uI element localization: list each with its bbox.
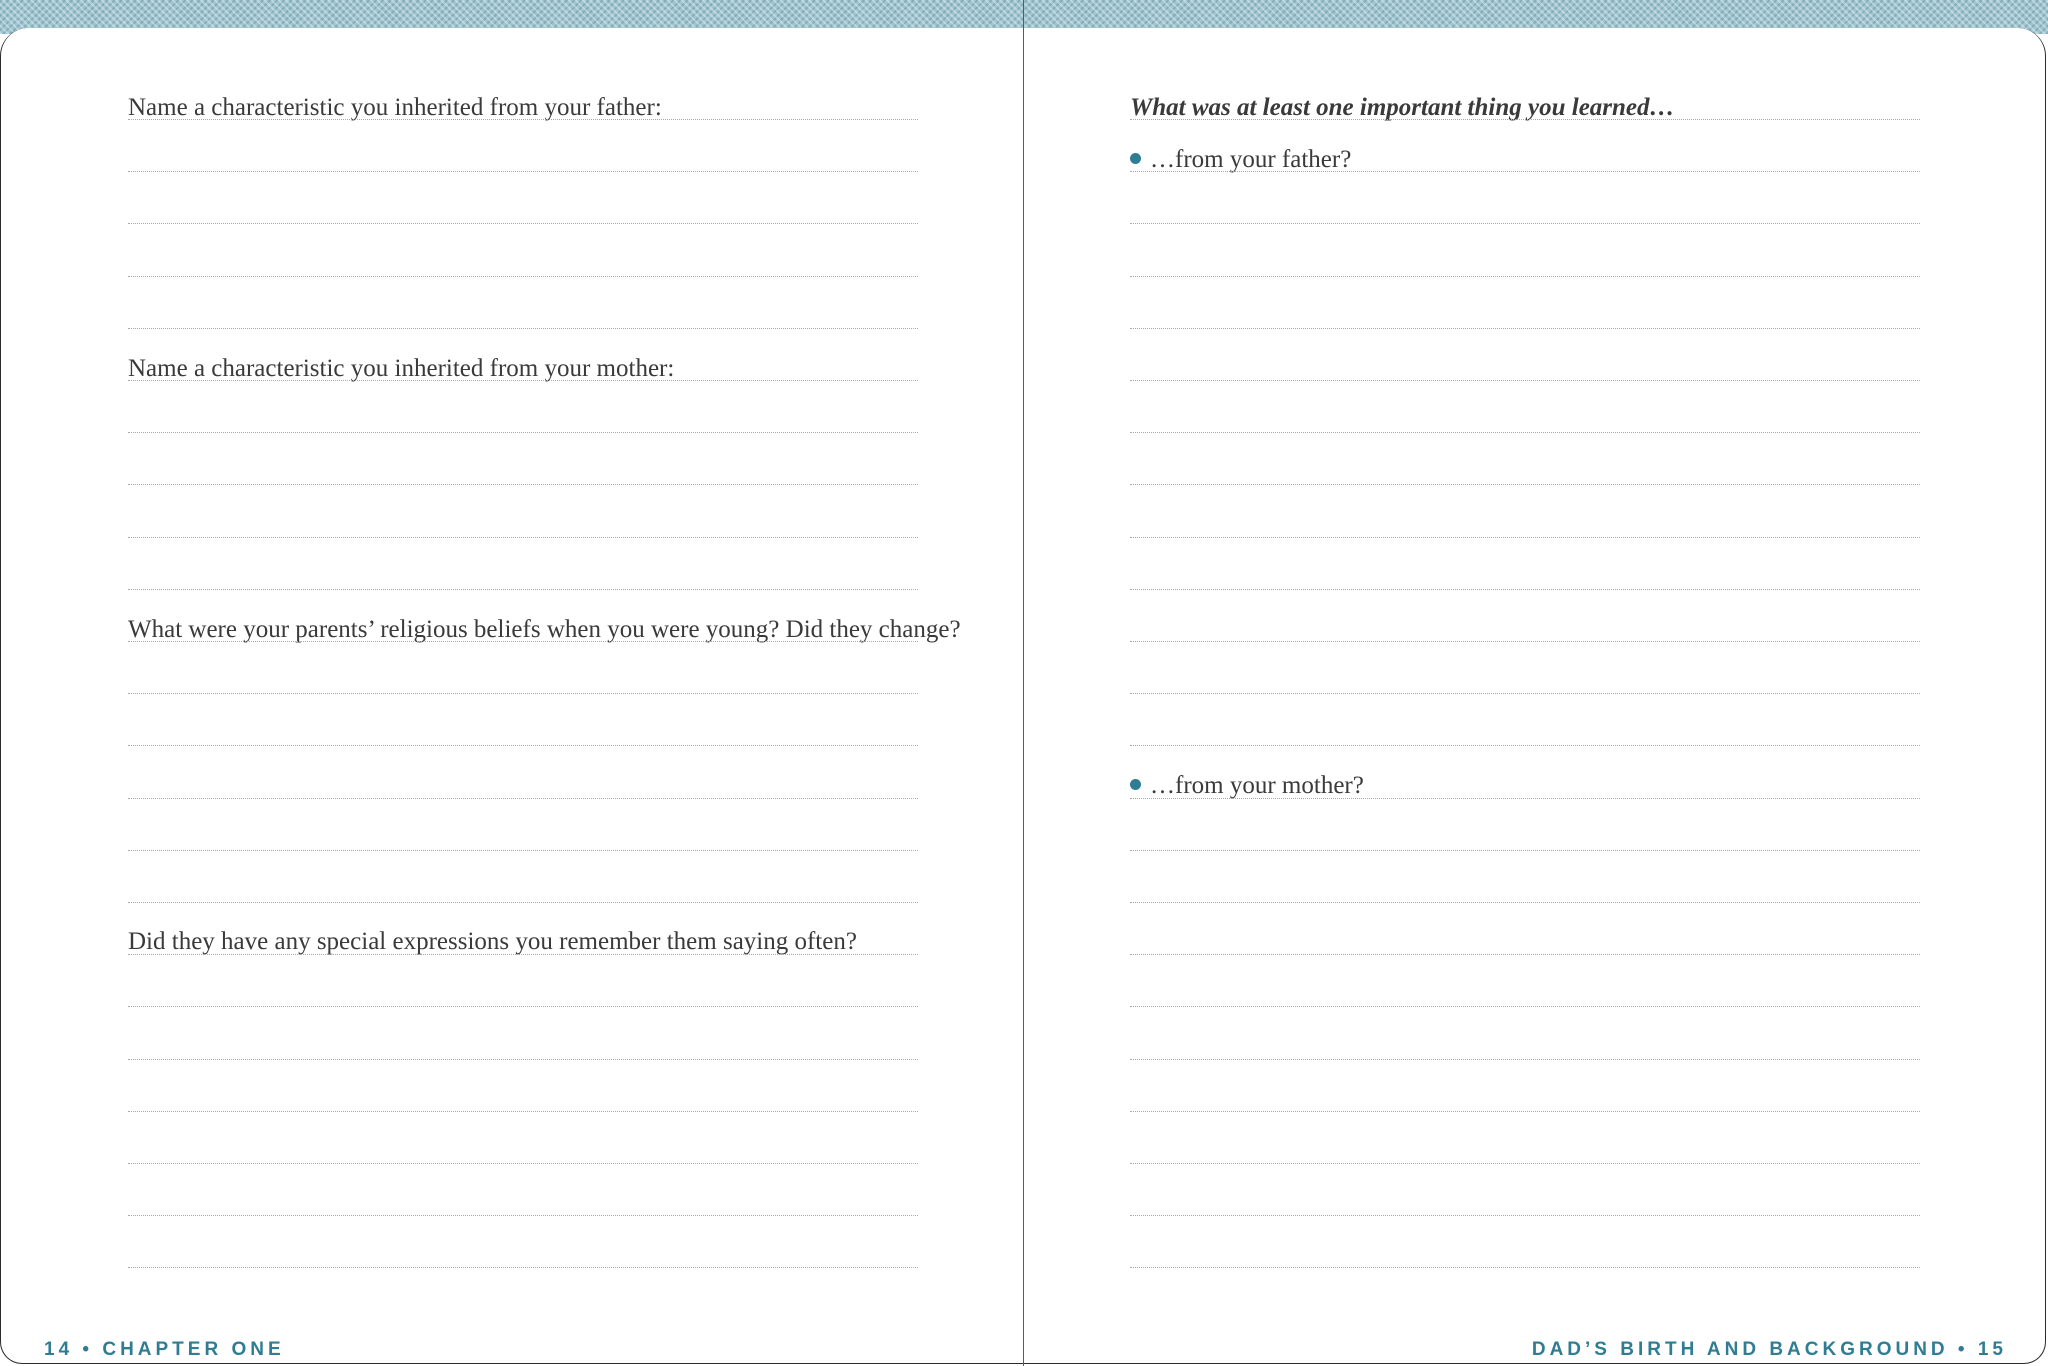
writing-line <box>1130 798 1920 799</box>
writing-line <box>128 1267 918 1268</box>
writing-line <box>1130 745 1920 746</box>
writing-line <box>128 798 918 799</box>
writing-line <box>128 641 918 642</box>
left-page-footer: 14 • CHAPTER ONE <box>44 1339 285 1360</box>
writing-line <box>128 1111 918 1112</box>
writing-line <box>1130 902 1920 903</box>
prompt-father-characteristic: Name a characteristic you inherited from your father: <box>128 94 662 121</box>
writing-line <box>128 1163 918 1164</box>
writing-line <box>1130 1111 1920 1112</box>
writing-line <box>128 484 918 485</box>
writing-line <box>128 380 918 381</box>
writing-line <box>1130 693 1920 694</box>
writing-line <box>128 328 918 329</box>
bullet-dot-icon <box>1130 153 1141 164</box>
writing-line <box>128 693 918 694</box>
bullet-label: …from your father? <box>1150 146 1352 173</box>
writing-line <box>1130 1215 1920 1216</box>
writing-line <box>128 1215 918 1216</box>
bullet-label: …from your mother? <box>1150 772 1364 799</box>
writing-line <box>1130 276 1920 277</box>
writing-line <box>1130 589 1920 590</box>
writing-line <box>1130 954 1920 955</box>
writing-line <box>128 432 918 433</box>
writing-line <box>128 171 918 172</box>
writing-line <box>1130 641 1920 642</box>
writing-line <box>128 902 918 903</box>
writing-line <box>128 223 918 224</box>
writing-line <box>1130 119 1920 120</box>
bullet-from-father <box>1130 147 1351 172</box>
bullet-dot-icon <box>1130 779 1141 790</box>
writing-line <box>1130 1059 1920 1060</box>
left-page <box>0 28 1023 1360</box>
right-page-footer: DAD’S BIRTH AND BACKGROUND • 15 <box>1531 1339 2007 1360</box>
learned-heading: What was at least one important thing you learned… <box>1130 94 1675 121</box>
writing-line <box>1130 223 1920 224</box>
writing-line <box>1130 1267 1920 1268</box>
writing-line <box>128 1006 918 1007</box>
writing-line <box>1130 1006 1920 1007</box>
writing-line <box>1130 850 1920 851</box>
writing-line <box>1130 1163 1920 1164</box>
writing-line <box>1130 432 1920 433</box>
writing-line <box>1130 380 1920 381</box>
writing-line <box>1130 484 1920 485</box>
prompt-special-expressions: Did they have any special expressions you remember them saying often? <box>128 928 857 955</box>
writing-line <box>128 954 918 955</box>
writing-line <box>128 1059 918 1060</box>
writing-line <box>128 537 918 538</box>
bullet-from-mother <box>1130 773 1364 798</box>
writing-line <box>128 276 918 277</box>
writing-line <box>1130 537 1920 538</box>
right-page <box>1024 28 2047 1360</box>
writing-line <box>1130 171 1920 172</box>
writing-line <box>128 850 918 851</box>
prompt-religious-beliefs: What were your parents’ religious beliefs when you were young? Did they change? <box>128 616 961 643</box>
writing-line <box>128 589 918 590</box>
writing-line <box>128 119 918 120</box>
prompt-mother-characteristic: Name a characteristic you inherited from your mother: <box>128 355 675 382</box>
writing-line <box>1130 328 1920 329</box>
writing-line <box>128 745 918 746</box>
